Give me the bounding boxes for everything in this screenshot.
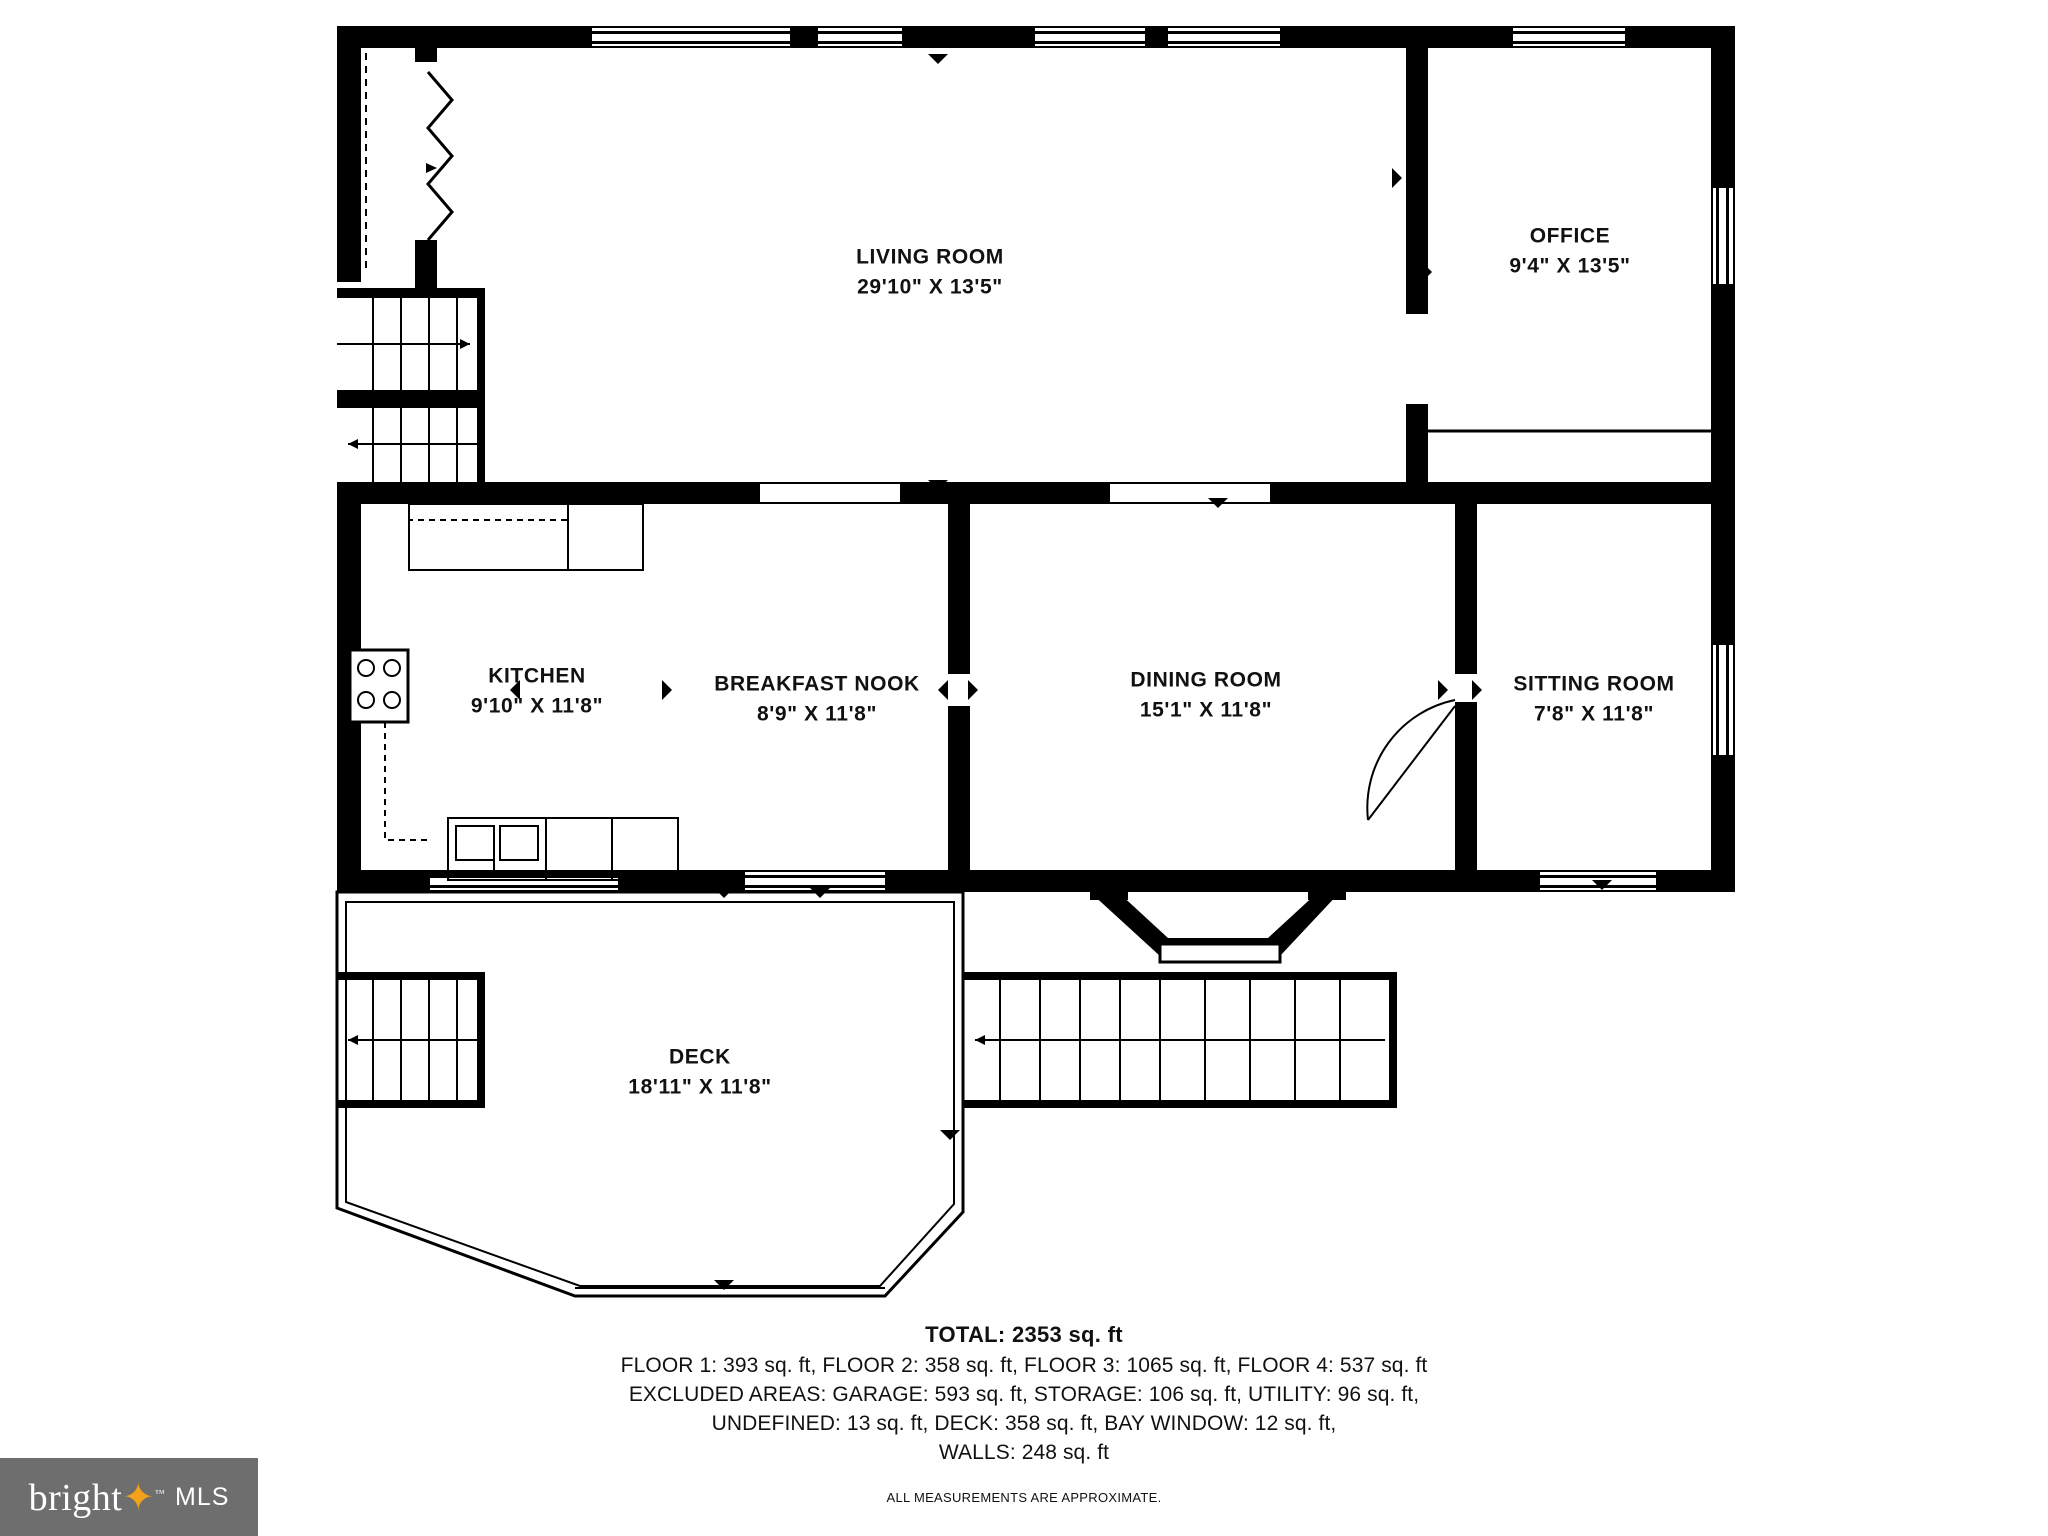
window-top-3 [1035, 28, 1145, 46]
logo-brand-text [29, 1475, 165, 1520]
room-name: SITTING ROOM [1513, 672, 1675, 696]
room-name: DECK [669, 1045, 731, 1069]
room-name: BREAKFAST NOOK [714, 672, 920, 696]
window-top-2 [818, 28, 902, 46]
window-right-office [1713, 188, 1733, 284]
room-label-dining-room [1130, 666, 1281, 727]
room-dimensions: 7'8" X 11'8" [1533, 703, 1655, 726]
room-label-sitting-room [1513, 670, 1674, 731]
logo-tm: ™ [154, 1487, 166, 1499]
walls-line: WALLS: 248 sq. ft [938, 1440, 1110, 1464]
total-area: TOTAL: 2353 sq. ft [925, 1322, 1123, 1347]
room-label-breakfast-nook [714, 670, 920, 731]
exterior-walls [337, 26, 1735, 892]
logo-brand-word: bright [28, 1476, 123, 1519]
excluded-areas-line-1: EXCLUDED AREAS: GARAGE: 593 sq. ft, STORAGE: 106 sq. ft, UTILITY: 96 sq. ft, [628, 1382, 1420, 1406]
room-label-deck [628, 1043, 771, 1104]
measurement-disclaimer: ALL MEASUREMENTS ARE APPROXIMATE. [886, 1489, 1162, 1505]
window-top-5 [1513, 28, 1625, 46]
window-top-4 [1168, 28, 1280, 46]
room-name: LIVING ROOM [856, 245, 1004, 269]
room-label-office [1509, 222, 1630, 283]
room-label-living-room [856, 243, 1004, 304]
room-dimensions: 15'1" X 11'8" [1139, 699, 1273, 722]
sitting-room-door-swing [1367, 700, 1455, 820]
excluded-areas-line-2: UNDEFINED: 13 sq. ft, DECK: 358 sq. ft, BAY WINDOW: 12 sq. ft, [711, 1411, 1337, 1435]
room-dimensions: 18'11" X 11'8" [628, 1076, 772, 1099]
logo-mls-text: MLS [175, 1482, 230, 1511]
room-name: OFFICE [1529, 224, 1611, 248]
room-dimensions: 29'10" X 13'5" [857, 276, 1003, 299]
room-label-kitchen [471, 662, 603, 723]
window-bottom-nook [745, 872, 885, 890]
room-dimensions: 9'4" X 13'5" [1509, 255, 1631, 278]
room-dimensions: 9'10" X 11'8" [470, 695, 604, 718]
window-top-1 [592, 28, 790, 46]
window-right-sitting [1713, 645, 1733, 755]
logo-spark-icon: ✦ [122, 1476, 155, 1519]
room-name: DINING ROOM [1130, 668, 1282, 692]
area-summary [0, 1322, 2048, 1505]
room-name: KITCHEN [488, 664, 586, 688]
room-dimensions: 8'9" X 11'8" [756, 703, 878, 726]
bright-mls-logo [0, 1458, 258, 1536]
floor-breakdown-line: FLOOR 1: 393 sq. ft, FLOOR 2: 358 sq. ft, FLOOR 3: 1065 sq. ft, FLOOR 4: 537 sq. ft [620, 1354, 1428, 1377]
bay-window [1090, 880, 1346, 962]
